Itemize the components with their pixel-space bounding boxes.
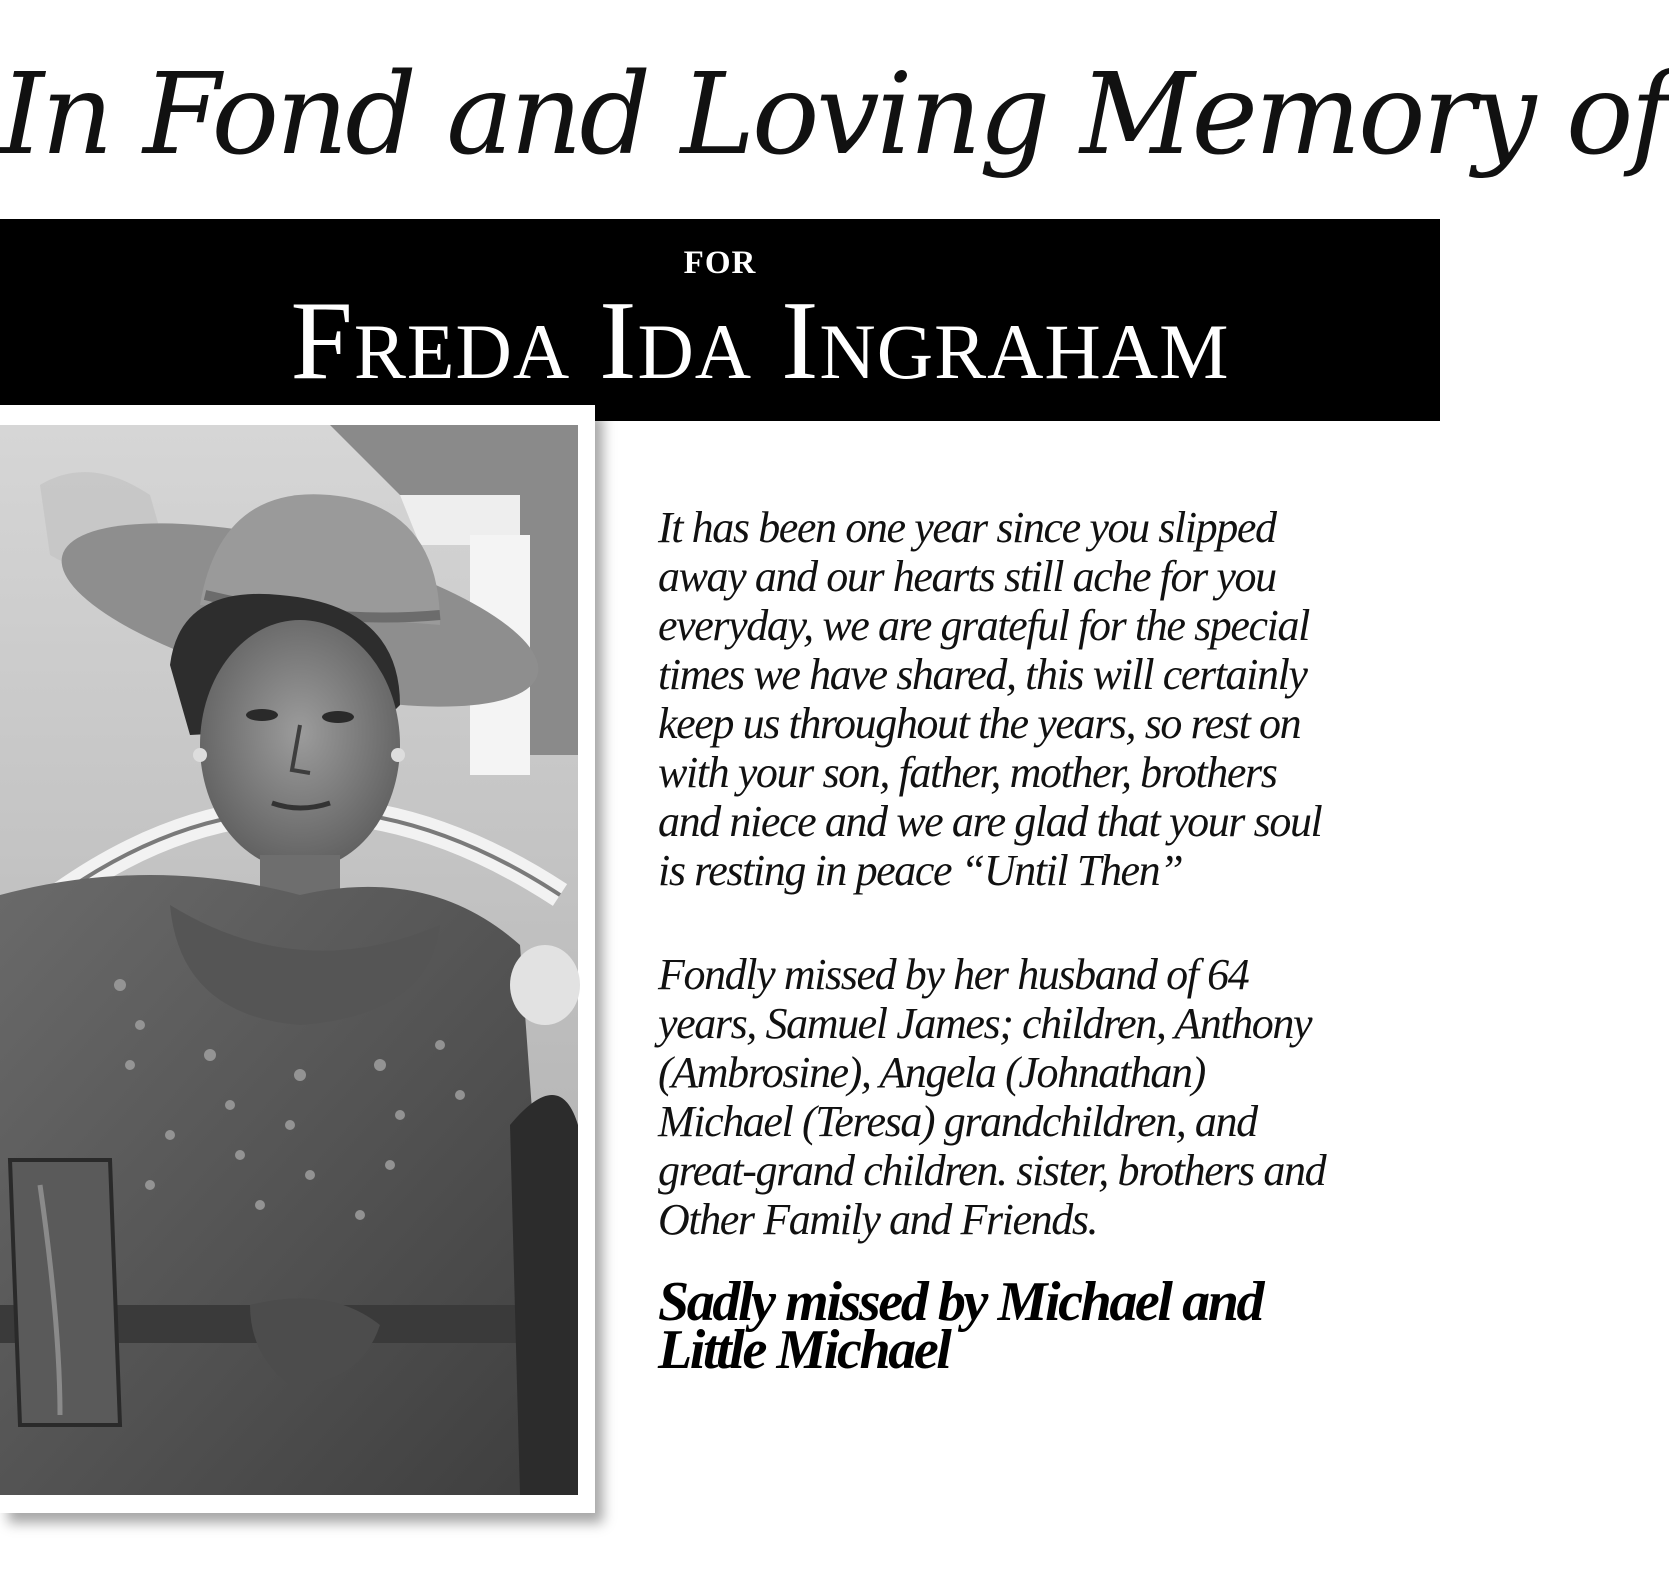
tribute-paragraph-2: Fondly missed by her husband of 64 years, Samuel James; children, Anthony (Ambrosine), Angela (Johnathan) Michael (Teresa) grandchildren, and great-grand children. sister, brothers and Other Family and Friends.	[658, 950, 1326, 1244]
tribute-paragraph-1: It has been one year since you slipped away and our hearts still ache for you everyday, we are grateful for the special times we have shared, this will certainly keep us throughout the years, so rest on with your son, father, mother, brothers and niece and we are glad that your soul is resting in peace “Until Then”	[658, 503, 1322, 895]
tribute-text	[658, 503, 1418, 1381]
portrait-illustration	[0, 425, 578, 1495]
name-banner	[0, 219, 1440, 421]
banner-for-label: FOR	[683, 245, 757, 281]
deceased-name: Freda Ida Ingraham	[290, 279, 1230, 403]
closing-line: Sadly missed by Michael and Little Michael	[658, 1271, 1263, 1381]
photo-frame	[0, 405, 595, 1513]
memorial-heading: In Fond and Loving Memory of	[0, 50, 1669, 180]
portrait-photo	[0, 425, 578, 1495]
